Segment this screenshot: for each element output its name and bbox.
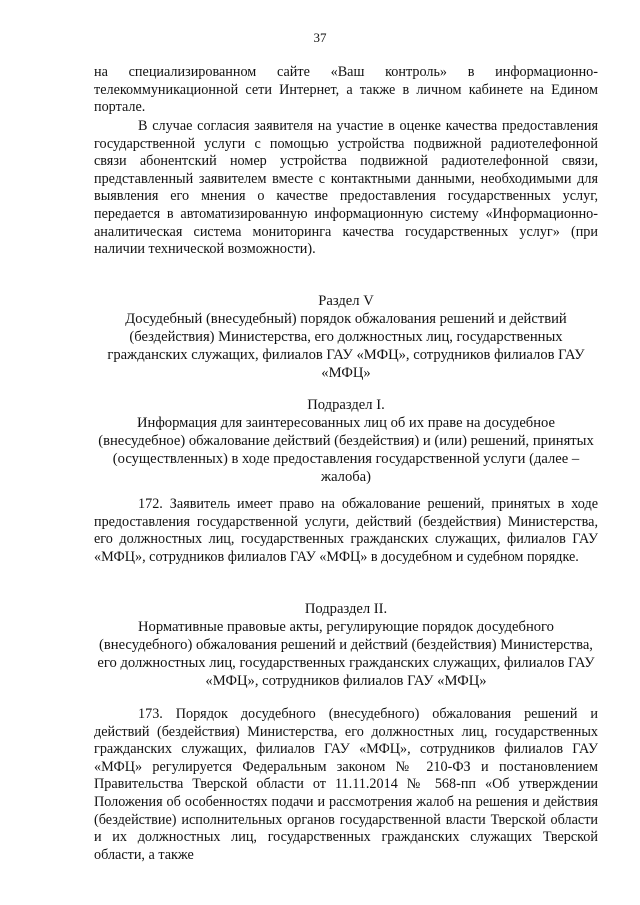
subsection-2-heading <box>94 600 598 690</box>
subsection-2-label: Подраздел II. <box>304 601 388 617</box>
subsection-1-label: Подраздел I. <box>307 397 385 413</box>
paragraph-quality-assessment: В случае согласия заявителя на участие в оценке качества предоставления государственной услуги с помощью устройства подвижной радиотелефонной связи абонентский номер устройства подвижной радиотелефонной связи, представленный заявителем вместе с контактными данными, необходимыми для выявления его мнения о качестве предоставления государственных услуг, передается в автоматизированную информационную систему «Информационно-аналитическая система мониторинга качества государственных услуг» (при наличии технической возможности). <box>94 118 598 258</box>
paragraph-173: 173. Порядок досудебного (внесудебного) обжалования решений и действий (бездействия) Министерства, его должностных лиц, государственных гражданских служащих, филиалов ГАУ «МФЦ», сотрудников филиалов ГАУ «МФЦ» регулируется Федеральным законом № 210-ФЗ и постановлением Правительства Тверской области от 11.11.2014 № 568-пп «Об утверждении Положения об особенностях подачи и рассмотрения жалоб на решения и действия (бездействие) исполнительных органов государственной власти Тверской области и их должностных лиц, государственных гражданских служащих Тверской области, а также <box>94 706 598 863</box>
paragraph-172: 172. Заявитель имеет право на обжалование решений, принятых в ходе предоставления государственной услуги, действий (бездействия) Министерства, его должностных лиц, государственных гражданских служащих, филиалов ГАУ «МФЦ», сотрудников филиалов ГАУ «МФЦ» в досудебном и судебном порядке. <box>94 496 598 565</box>
subsection-2-title: Нормативные правовые акты, регулирующие порядок досудебного (внесудебного) обжалования решений и действий (бездействия) Министерства, его должностных лиц, государственных гражданских служащих, филиалов ГАУ «МФЦ», сотрудников филиалов ГАУ «МФЦ» <box>97 619 595 689</box>
paragraph-feedback-site: на специализированном сайте «Ваш контроль» в информационно-телекоммуникационной сети Интернет, а также в личном кабинете на Едином портале. <box>94 64 598 116</box>
section-5-label: Раздел V <box>318 293 374 309</box>
section-5-heading <box>94 292 598 382</box>
subsection-1-title: Информация для заинтересованных лиц об их праве на досудебное (внесудебное) обжалование действий (бездействия) и (или) решений, принятых (осуществленных) в ходе предоставления государственной услуги (далее – жалоба) <box>98 415 594 485</box>
page-number: 37 <box>313 30 327 45</box>
subsection-1-heading <box>94 396 598 486</box>
section-5-title: Досудебный (внесудебный) порядок обжалования решений и действий (бездействия) Министерства, его должностных лиц, государственных гражданских служащих, филиалов ГАУ «МФЦ», сотрудников филиалов ГАУ «МФЦ» <box>107 311 585 381</box>
